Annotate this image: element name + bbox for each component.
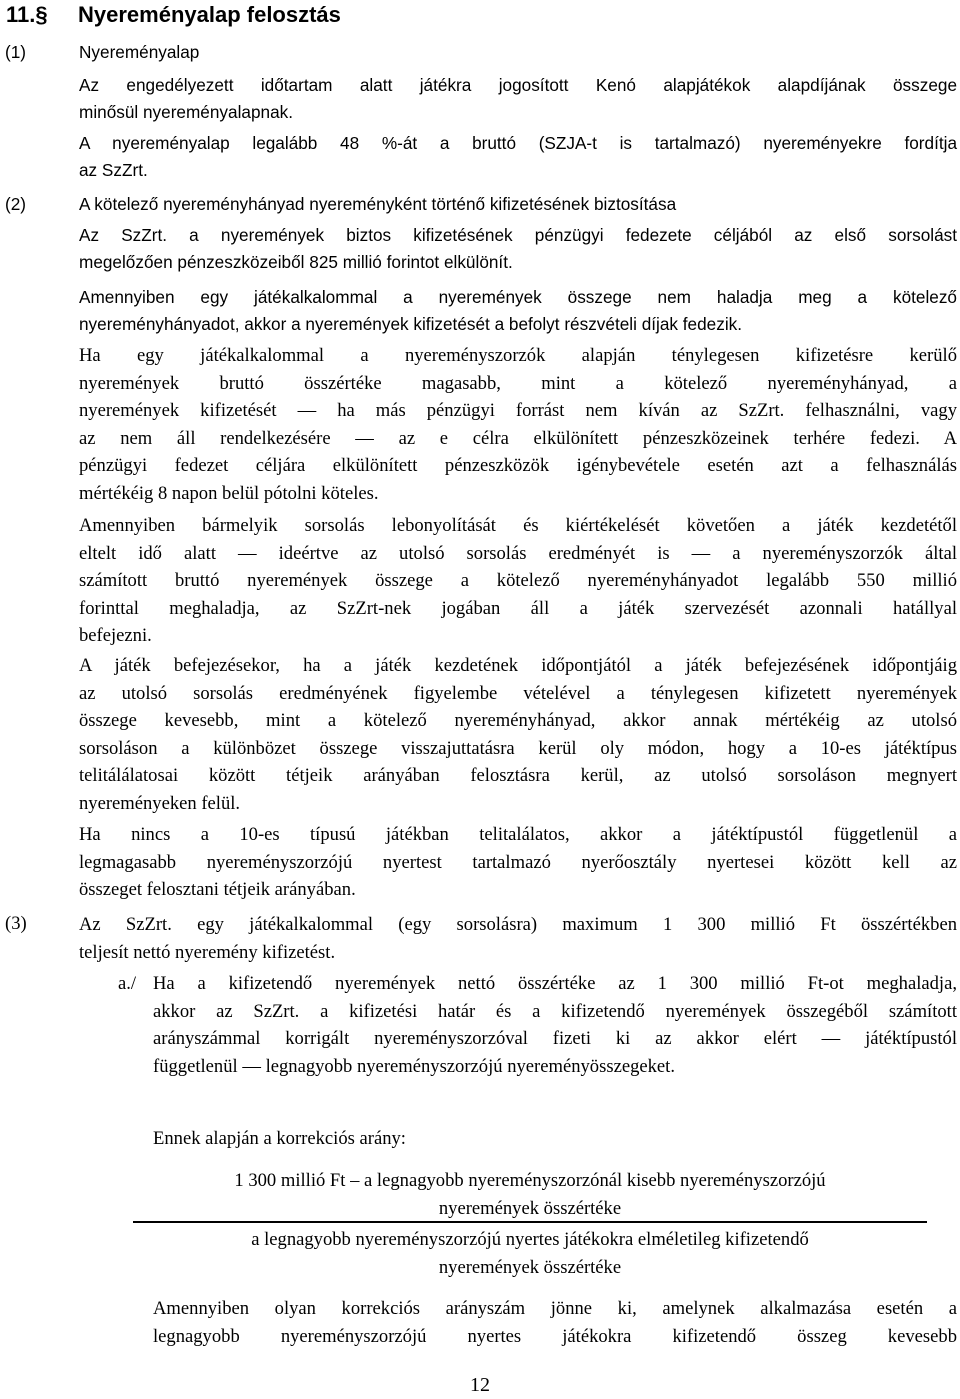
heading-title: Nyereményalap felosztás xyxy=(78,2,341,27)
denominator-line: a legnagyobb nyereményszorzójú nyertes játékokra elméletileg kifizetendő xyxy=(251,1229,809,1250)
text-line: függetlenül — legnagyobb nyereményszorzójú nyereményösszegeket. xyxy=(153,1055,675,1077)
text-line: nyereményeken felül. xyxy=(79,792,241,814)
section-1-body xyxy=(79,72,957,183)
text-line: pénzügyi fedezet céljára elkülönített pénzeszközök igénybevétele esetén azt a felhasználás xyxy=(79,455,957,477)
section-1-number: (1) xyxy=(5,42,27,62)
text-line: forinttal meghaladja, az SzZrt-nek jogában áll a játék szervezését azonnali hatállyal xyxy=(79,597,957,619)
item-a-label: a./ xyxy=(118,973,137,994)
text-line: Amennyiben egy játékalkalommal a nyeremények összege nem haladja meg a kötelező xyxy=(79,287,957,307)
text-line: Ha nincs a 10-es típusú játékban telitalálatos, akkor a játéktípustól függetlenül a xyxy=(79,824,957,845)
text-line: Az SzZrt. egy játékalkalommal (egy sorsolásra) maximum 1 300 millió Ft összértékben xyxy=(79,914,957,935)
text-line: Amennyiben bármelyik sorsolás lebonyolítását és kiértékelését követően a játék kezdetétől xyxy=(79,515,957,536)
text-line: A játék befejezésekor, ha a játék kezdetének időpontjától a játék befejezésének időpontjáig xyxy=(79,655,957,676)
text-line: eltelt idő alatt — ideértve az utolsó sorsolás eredményét is — a nyereményszorzók által xyxy=(79,542,957,564)
section-2-paragraph-4 xyxy=(79,512,957,650)
text-line: sorsoláson a különbözet összege visszajuttatásra kerül oly módon, hogy a 10-es játéktípus xyxy=(79,737,957,759)
text-line: az utolsó sorsolás eredményének figyelembe vételével a ténylegesen kifizetett nyeremények xyxy=(79,682,957,704)
closing-paragraph xyxy=(153,1295,957,1350)
section-2-paragraph-2 xyxy=(79,284,957,337)
text-line: nyereményhányadot, akkor a nyeremények kifizetését a befolyt részvételi díjak fedezik. xyxy=(79,313,743,334)
ratio-numerator xyxy=(130,1167,930,1222)
text-line: Ha egy játékalkalommal a nyereményszorzók alapján ténylegesen kifizetésre kerülő xyxy=(79,345,957,366)
fraction-bar xyxy=(133,1221,927,1223)
text-line: Az engedélyezett időtartam alatt játékra jogosított Kenó alapjátékok alapdíjának összege xyxy=(79,75,957,95)
item-a-text xyxy=(153,970,957,1080)
section-2-paragraph-6 xyxy=(79,821,957,904)
section-2-title: A kötelező nyereményhányad nyereményként történő kifizetésének biztosítása xyxy=(79,194,677,214)
text-line: legmagasabb nyereményszorzójú nyertest tartalmazó nyerőosztály nyertesei között kell az xyxy=(79,851,957,873)
section-3-number: (3) xyxy=(5,913,27,934)
text-line: Amennyiben olyan korrekciós arányszám jönne ki, amelynek alkalmazása esetén a xyxy=(153,1298,957,1319)
text-line: összege kevesebb, mint a kötelező nyereményhányad, akkor annak mértékéig az utolsó xyxy=(79,710,957,732)
text-line: Ha a kifizetendő nyeremények nettó összértéke az 1 300 millió Ft-ot meghaladja, xyxy=(153,973,957,994)
page-number: 12 xyxy=(470,1374,490,1396)
text-line: A nyereményalap legalább 48 %-át a bruttó (SZJA-t is tartalmazó) nyereményekre fordítja xyxy=(79,133,957,153)
text-line: akkor az SzZrt. a kifizetési határ és a kifizetendő nyeremények összegéből számított xyxy=(153,1000,957,1022)
text-line: arányszámmal korrigált nyereményszorzóval fizeti ki az akkor elért — játéktípustól xyxy=(153,1028,957,1050)
text-line: telitálálatosai között tétjeik arányában felosztásra kerül, az utolsó sorsoláson megnyert xyxy=(79,765,957,787)
text-line: befejezni. xyxy=(79,625,152,647)
text-line: teljesít nettó nyeremény kifizetést. xyxy=(79,941,336,963)
text-line: az SzZrt. xyxy=(79,159,148,180)
ratio-intro: Ennek alapján a korrekciós arány: xyxy=(153,1128,406,1149)
section-3-body xyxy=(79,911,957,966)
text-line: nyeremények bruttó összértéke magasabb, mint a kötelező nyereményhányad, a xyxy=(79,372,957,394)
section-2-paragraph-1 xyxy=(79,222,957,275)
text-line: mértékéig 8 napon belül pótolni köteles. xyxy=(79,482,379,504)
text-line: az nem áll rendelkezésére — az e célra elkülönített pénzeszközeinek terhére fedezi. A xyxy=(79,427,957,449)
denominator-line: nyeremények összértéke xyxy=(438,1256,622,1278)
numerator-line: nyeremények összértéke xyxy=(438,1197,622,1219)
text-line: nyeremények kifizetését — ha más pénzügyi forrást nem kíván az SzZrt. felhasználni, vagy xyxy=(79,400,957,422)
section-1-title: Nyereményalap xyxy=(79,42,200,62)
numerator-line: 1 300 millió Ft – a legnagyobb nyereményszorzónál kisebb nyereményszorzójú xyxy=(234,1170,826,1191)
text-line: Az SzZrt. a nyeremények biztos kifizetésének pénzügyi fedezete céljából az első sorsolást xyxy=(79,225,957,245)
section-2-number: (2) xyxy=(5,194,27,214)
text-line: összeget felosztani tétjeik arányában. xyxy=(79,879,356,901)
section-2-paragraph-3 xyxy=(79,342,957,508)
section-heading xyxy=(6,2,341,28)
text-line: megelőzően pénzeszközeiből 825 millió forintot elkülönít. xyxy=(79,251,513,272)
text-line: legnagyobb nyereményszorzójú nyertes játékokra kifizetendő összeg kevesebb xyxy=(153,1325,957,1347)
ratio-denominator xyxy=(130,1226,930,1281)
text-line: minősül nyereményalapnak. xyxy=(79,101,294,122)
section-2-paragraph-5 xyxy=(79,652,957,818)
text-line: számított bruttó nyeremények összege a kötelező nyereményhányadot legalább 550 millió xyxy=(79,570,957,592)
heading-number: 11.§ xyxy=(6,2,48,27)
